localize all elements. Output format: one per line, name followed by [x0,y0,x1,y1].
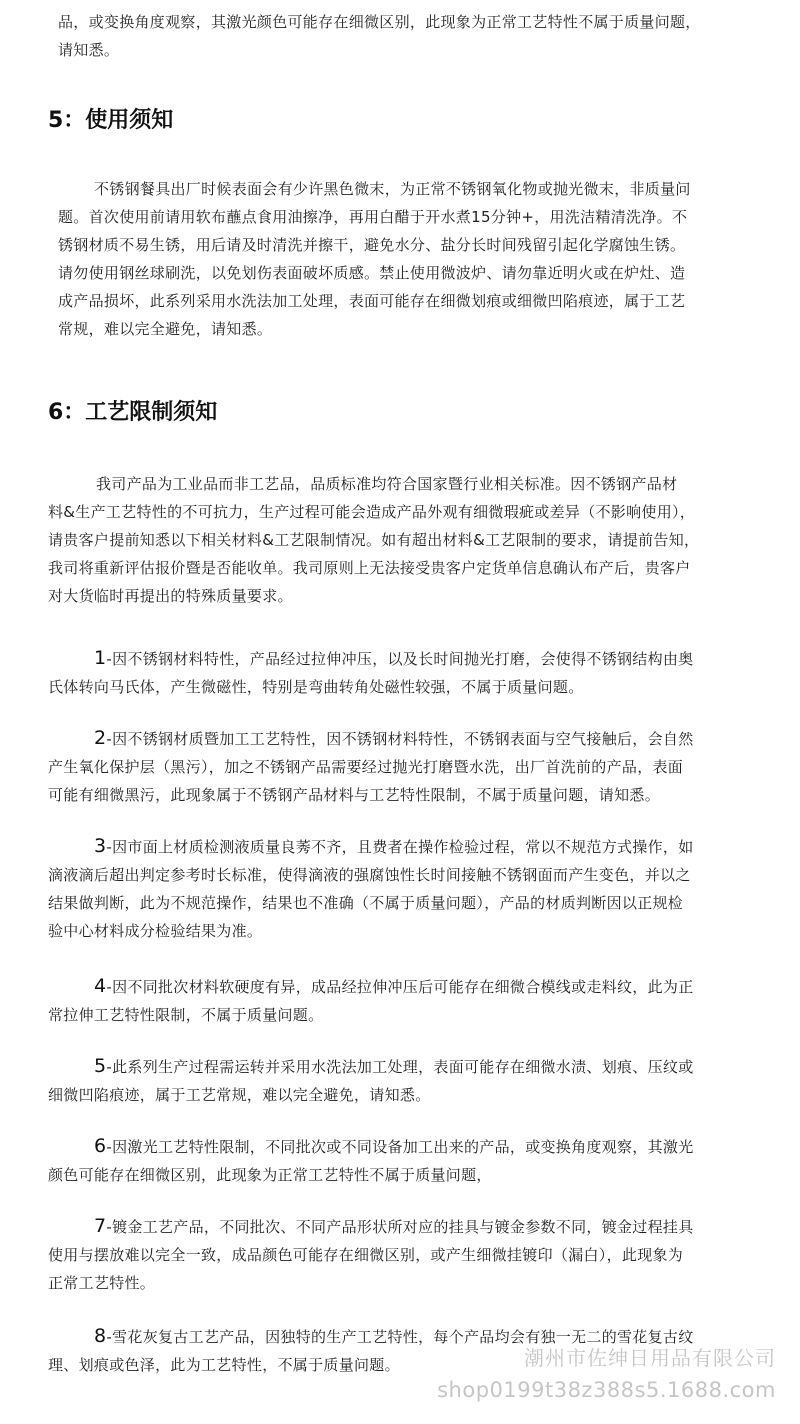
section-5-heading: 5：使用须知 [48,108,174,133]
list-item [48,972,758,1029]
list-item [48,832,758,945]
item-text: -因市面上材质检测液质量良莠不齐，且费者在操作检验过程，常以不规范方式操作，如 滴液滴后超出判定参考时长标准，使得滴液的强腐蚀性长时间接触不锈钢面而产生变色，并以之 结果做判断，此为不规范操作，结果也不准确（不属于质量问题），产品的材质判断因以正规检 验中心材料成分检验结果为准。 [48,838,694,940]
item-number: 1 [94,647,107,669]
list-item [48,644,758,701]
list-item [48,1132,758,1189]
watermark-company: 潮州市佐绅日用品有限公司 [524,1346,776,1370]
item-text: -因不锈钢材质暨加工工艺特性，因不锈钢材料特性，不锈钢表面与空气接触后，会自然 产生氧化保护层（黑污），加之不锈钢产品需要经过抛光打磨暨水洗，出厂首洗前的产品，表面 可能有细微黑污，此现象属于不锈钢产品材料与工艺特性限制，不属于质量问题，请知悉。 [48,730,694,804]
item-number: 4 [94,975,107,997]
section-6-heading: 6：工艺限制须知 [48,400,218,425]
intro-paragraph-tail: 品，或变换角度观察，其激光颜色可能存在细微区别，此现象为正常工艺特性不属于质量问题， 请知悉。 [58,13,701,59]
item-number: 8 [94,1325,107,1347]
watermark-url: shop0199t38z388s5.1688.com [437,1378,776,1402]
item-number: 7 [94,1215,107,1237]
item-number: 3 [94,835,107,857]
section-5-body: 不锈钢餐具出厂时候表面会有少许黑色微末，为正常不锈钢氧化物或抛光微末，非质量问 题。首次使用前请用软布蘸点食用油擦净，再用白醋于开水煮15分钟+，用洗洁精清洗净。不 锈钢材质不易生锈，用后请及时清洗并擦干，避免水分、盐分长时间残留引起化学腐蚀生锈。 请勿使用钢丝球刷洗，以免划伤表面破坏质感。禁止使用微波炉、请勿靠近明火或在炉灶、造 成产品损坏，此系列采用水洗法加工处理，表面可能存在细微划痕或细微凹陷痕迹，属于工艺 常规，难以完全避免，请知悉。 [58,180,691,338]
item-text: -雪花灰复古工艺产品，因独特的生产工艺特性，每个产品均会有独一无二的雪花复古纹 理、划痕或色泽，此为工艺特性，不属于质量问题。 [48,1328,694,1374]
list-item [48,724,758,809]
item-number: 5 [94,1055,107,1077]
list-item [48,1212,758,1297]
item-number: 6 [94,1135,107,1157]
item-text: -因不锈钢材料特性，产品经过拉伸冲压，以及长时间抛光打磨，会使得不锈钢结构由奥 氏体转向马氏体，产生微磁性，特别是弯曲转角处磁性较强，不属于质量问题。 [48,650,694,696]
section-6-intro: 我司产品为工业品而非工艺品，品质标准均符合国家暨行业相关标准。因不锈钢产品材 料&生产工艺特性的不可抗力，生产过程可能会造成产品外观有细微瑕疵或差异（不影响使用）， 请贵客户提前知悉以下相关材料&工艺限制情况。如有超出材料&工艺限制的要求，请提前告知， 我司将重新评估报价暨是否能收单。我司原则上无法接受贵客户定货单信息确认布产后，贵客户 对大货临时再提出的特殊质量要求。 [48,475,700,605]
item-text: -因不同批次材料软硬度有异，成品经拉伸冲压后可能存在细微合模线或走料纹，此为正 常拉伸工艺特性限制，不属于质量问题。 [48,978,694,1024]
item-text: -因激光工艺特性限制，不同批次或不同设备加工出来的产品，或变换角度观察，其激光 颜色可能存在细微区别，此现象为正常工艺特性不属于质量问题， [48,1138,694,1184]
list-item [48,1052,758,1109]
item-number: 2 [94,727,107,749]
item-text: -镀金工艺产品，不同批次、不同产品形状所对应的挂具与镀金参数不同，镀金过程挂具 使用与摆放难以完全一致，成品颜色可能存在细微区别，或产生细微挂镀印（漏白），此现象为 正常工艺特性。 [48,1218,694,1292]
item-text: -此系列生产过程需运转并采用水洗法加工处理，表面可能存在细微水渍、划痕、压纹或 细微凹陷痕迹，属于工艺常规，难以完全避免，请知悉。 [48,1058,694,1104]
